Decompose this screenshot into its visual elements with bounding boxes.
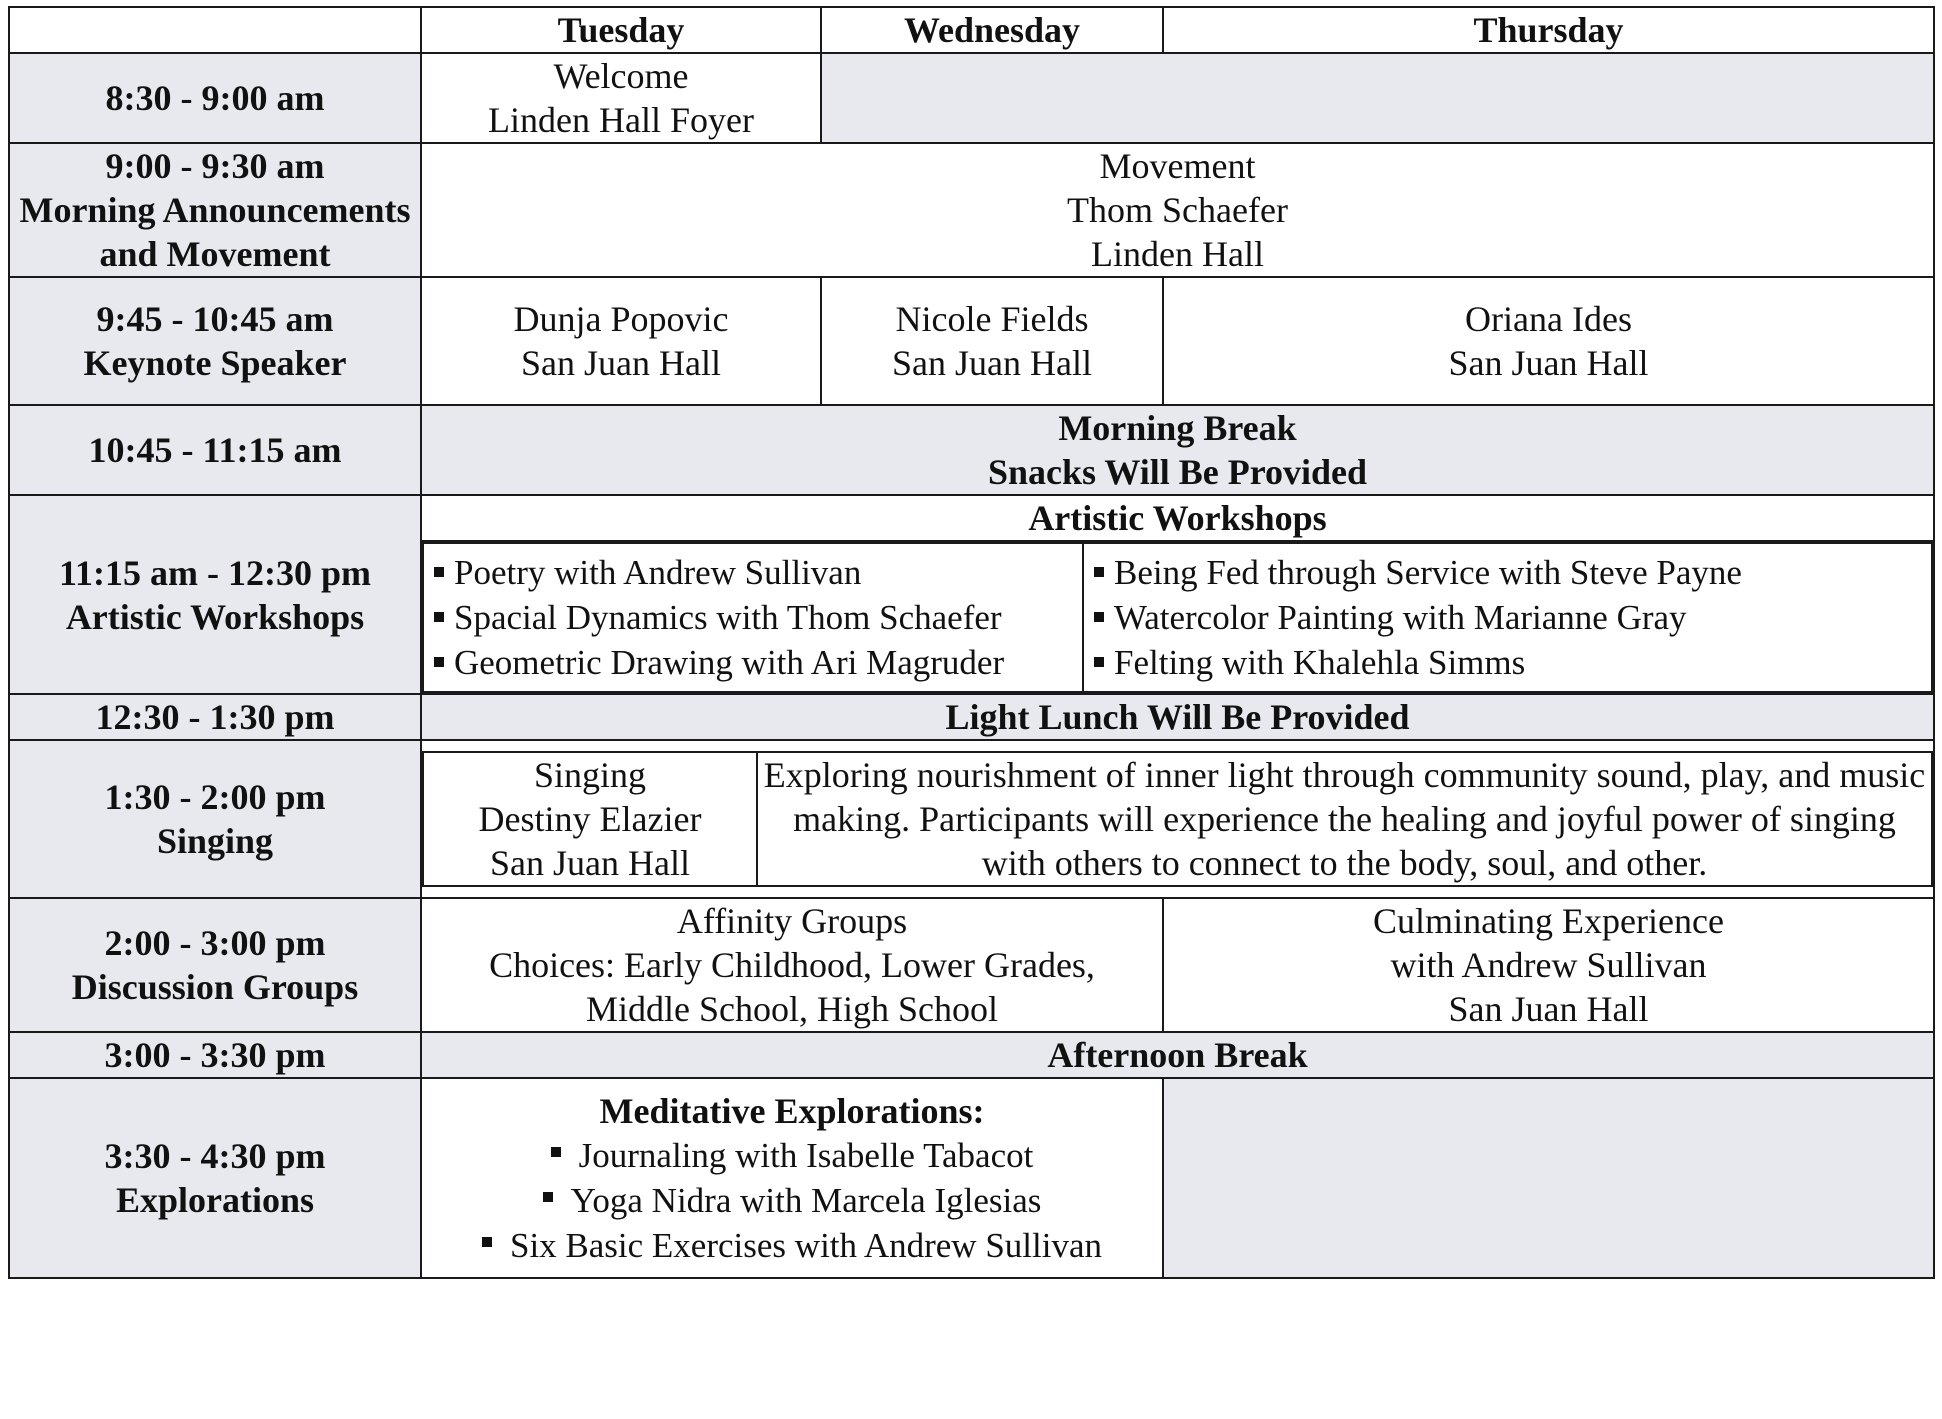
schedule-page [8,6,1933,1411]
time-sublabel: Artistic Workshops [65,596,365,637]
row-afternoon-break [9,1032,1934,1078]
list-item: Felting with Khalehla Simms [1092,640,1931,685]
explorations-list [422,1133,1162,1268]
morning-break-note: Snacks Will Be Provided [987,452,1368,492]
time-cell-singing [9,740,421,898]
time-label: 3:30 - 4:30 pm [104,1136,326,1176]
affinity-groups-cell [421,898,1163,1032]
affinity-choices: Choices: Early Childhood, Lower Grades, [489,945,1095,985]
keynote-location: San Juan Hall [892,343,1092,383]
singing-leader: Destiny Elazier [478,799,702,839]
workshops-right-list [1084,550,1931,685]
time-label: 9:00 - 9:30 am [105,146,325,186]
workshops-lists-cell [421,541,1934,694]
keynote-cell-wednesday [821,277,1163,405]
time-label: 8:30 - 9:00 am [105,78,325,118]
morning-break-title: Morning Break [1058,408,1297,448]
list-item [422,1223,1162,1268]
bullet-icon [543,1192,553,1202]
workshops-inner-table [422,542,1933,693]
culminating-location: San Juan Hall [1448,989,1649,1029]
time-cell-keynote [9,277,421,405]
workshops-left-list [424,550,1082,685]
singing-session-info [423,752,757,886]
movement-cell [421,143,1934,277]
list-item-label: Six Basic Exercises with Andrew Sullivan [509,1225,1102,1265]
workshops-heading-cell [421,495,1934,541]
keynote-cell-thursday [1163,277,1934,405]
explorations-heading: Meditative Explorations: [599,1090,985,1131]
movement-title: Movement [1099,146,1256,186]
time-cell-movement [9,143,421,277]
workshops-right-column [1083,543,1932,692]
culminating-leader: with Andrew Sullivan [1390,945,1707,985]
singing-description: Exploring nourishment of inner light through community sound, play, and music making. Participants will experience the healing and joyful power of singing with others to connect to the body, soul, and other. [757,752,1932,886]
keynote-speaker: Oriana Ides [1465,299,1632,339]
header-corner-cell [9,7,421,53]
welcome-cell-tuesday [421,53,821,143]
workshops-heading: Artistic Workshops [1028,498,1327,538]
row-welcome [9,53,1934,143]
time-cell-workshops [9,495,421,694]
time-sublabel: Explorations [115,1180,315,1220]
time-label: 11:15 am - 12:30 pm [59,552,371,593]
header-row [9,7,1934,53]
time-sublabel: and Movement [99,234,331,274]
lunch-cell [421,694,1934,740]
time-sublabel: Singing [156,821,274,861]
list-item: Spacial Dynamics with Thom Schaefer [432,595,1082,640]
time-sublabel: Keynote Speaker [83,343,347,383]
time-label: 2:00 - 3:00 pm [104,923,326,963]
day-header-thursday: Thursday [1163,7,1934,53]
row-explorations [9,1078,1934,1278]
lunch-note: Light Lunch Will Be Provided [945,697,1410,737]
row-workshops-heading [9,495,1934,541]
affinity-choices: Middle School, High School [586,989,998,1029]
time-cell-welcome [9,53,421,143]
list-item-label: Journaling with Isabelle Tabacot [578,1135,1034,1175]
bullet-icon [551,1147,561,1157]
bullet-icon [482,1237,492,1247]
keynote-speaker: Dunja Popovic [513,299,729,339]
row-lunch [9,694,1934,740]
row-singing [9,740,1934,898]
singing-location: San Juan Hall [490,843,690,883]
time-cell-explorations [9,1078,421,1278]
row-morning-break [9,405,1934,495]
time-cell-discussion [9,898,421,1032]
culminating-title: Culminating Experience [1373,901,1724,941]
welcome-location: Linden Hall Foyer [488,100,754,140]
time-label: 1:30 - 2:00 pm [104,777,326,817]
afternoon-break-title: Afternoon Break [1047,1035,1308,1075]
list-item: Being Fed through Service with Steve Payne [1092,550,1931,595]
workshops-left-column [423,543,1083,692]
afternoon-break-cell [421,1032,1934,1078]
time-cell-afternoon-break [9,1032,421,1078]
keynote-location: San Juan Hall [521,343,721,383]
list-item: Geometric Drawing with Ari Magruder [432,640,1082,685]
list-item [422,1178,1162,1223]
time-sublabel: Discussion Groups [71,967,359,1007]
keynote-cell-tuesday [421,277,821,405]
keynote-speaker: Nicole Fields [895,299,1089,339]
welcome-title: Welcome [553,56,689,96]
day-header-wednesday: Wednesday [821,7,1163,53]
culminating-experience-cell [1163,898,1934,1032]
movement-leader: Thom Schaefer [1067,190,1288,230]
time-sublabel: Morning Announcements [19,190,411,230]
time-label: 10:45 - 11:15 am [88,430,342,470]
list-item [422,1133,1162,1178]
row-discussion [9,898,1934,1032]
time-label: 3:00 - 3:30 pm [104,1035,326,1075]
list-item-label: Yoga Nidra with Marcela Iglesias [570,1180,1042,1220]
movement-location: Linden Hall [1091,234,1264,274]
time-label: 9:45 - 10:45 am [96,299,334,339]
time-label: 12:30 - 1:30 pm [95,697,335,737]
explorations-cell [421,1078,1163,1278]
welcome-empty-cell [821,53,1934,143]
time-cell-lunch [9,694,421,740]
row-keynote [9,277,1934,405]
row-movement [9,143,1934,277]
time-cell-morning-break [9,405,421,495]
list-item: Poetry with Andrew Sullivan [432,550,1082,595]
day-header-tuesday: Tuesday [421,7,821,53]
keynote-location: San Juan Hall [1448,343,1649,383]
schedule-table [8,6,1935,1279]
morning-break-cell [421,405,1934,495]
singing-cell [421,740,1934,898]
affinity-title: Affinity Groups [676,901,908,941]
singing-title: Singing [533,755,647,795]
list-item: Watercolor Painting with Marianne Gray [1092,595,1931,640]
explorations-empty-cell-thursday [1163,1078,1934,1278]
singing-inner-table [422,751,1933,887]
